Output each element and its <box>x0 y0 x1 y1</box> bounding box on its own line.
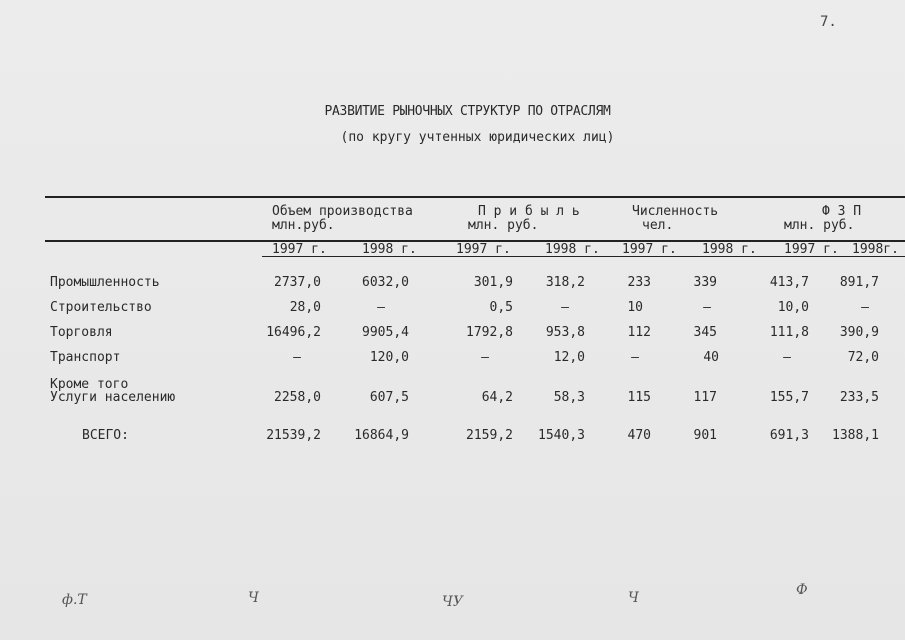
table-cell: 155,7 <box>769 390 809 405</box>
table-cell: 2737,0 <box>274 275 321 290</box>
table-cell: 1792,8 <box>466 325 513 340</box>
table-cell: 16864,9 <box>354 428 409 443</box>
table-cell: 16496,2 <box>266 325 321 340</box>
table-cell: – <box>703 300 711 315</box>
table-cell: 2159,2 <box>466 428 513 443</box>
year-header: 1997 г. <box>272 242 327 257</box>
table-cell: 470 <box>627 428 651 443</box>
row-label-total: ВСЕГО: <box>82 428 129 443</box>
table-cell: 953,8 <box>545 325 585 340</box>
year-header: 1997 г. <box>622 242 677 257</box>
row-label-prefix: Кроме того <box>50 377 129 392</box>
header-staff-line2: чел. <box>642 218 674 233</box>
table-cell: 28,0 <box>289 300 321 315</box>
table-cell: 10,0 <box>777 300 809 315</box>
year-header: 1998 г. <box>702 242 757 257</box>
header-profit-line2: млн. руб. <box>468 218 539 233</box>
year-header: 1998 г. <box>362 242 417 257</box>
table-cell: 117 <box>693 390 717 405</box>
handwritten-mark: Ч <box>628 590 639 606</box>
table-cell: – <box>293 350 301 365</box>
header-output-line2: млн.руб. <box>272 218 335 233</box>
header-output-line1: Объем производства <box>272 204 413 219</box>
table-cell: 0,5 <box>489 300 513 315</box>
year-header: 1998 г. <box>545 242 600 257</box>
table-cell: 112 <box>627 325 651 340</box>
header-profit-line1: П р и б ы л ь <box>478 204 580 219</box>
handwritten-mark: ЧУ <box>442 594 463 610</box>
row-label-services: Услуги населению <box>50 390 176 405</box>
table-cell: 339 <box>693 275 717 290</box>
table-cell: 6032,0 <box>362 275 409 290</box>
year-header: 1997 г. <box>784 242 839 257</box>
table-top-rule <box>45 196 905 198</box>
table-cell: 111,8 <box>769 325 809 340</box>
table-cell: 40 <box>703 350 719 365</box>
table-cell: 1540,3 <box>538 428 585 443</box>
table-cell: – <box>481 350 489 365</box>
table-cell: – <box>377 300 385 315</box>
table-cell: – <box>783 350 791 365</box>
table-cell: 120,0 <box>369 350 409 365</box>
table-cell: 413,7 <box>769 275 809 290</box>
table-cell: 21539,2 <box>266 428 321 443</box>
year-header: 1998г. <box>852 242 899 257</box>
document-title: РАЗВИТИЕ РЫНОЧНЫХ СТРУКТУР ПО ОТРАСЛЯМ <box>324 104 611 119</box>
header-payroll-line1: Ф З П <box>822 204 862 219</box>
table-cell: 2258,0 <box>274 390 321 405</box>
table-cell: 390,9 <box>839 325 879 340</box>
table-cell: 318,2 <box>545 275 585 290</box>
table-cell: 301,9 <box>473 275 513 290</box>
handwritten-mark: Ч <box>248 590 259 606</box>
table-cell: – <box>631 350 639 365</box>
row-label-trade: Торговля <box>50 325 113 340</box>
table-cell: 10 <box>627 300 643 315</box>
table-cell: – <box>561 300 569 315</box>
header-payroll-line2: млн. руб. <box>784 218 855 233</box>
table-cell: 1388,1 <box>832 428 879 443</box>
row-label-industry: Промышленность <box>50 275 160 290</box>
table-cell: 64,2 <box>481 390 513 405</box>
table-cell: 12,0 <box>553 350 585 365</box>
table-cell: 9905,4 <box>362 325 409 340</box>
table-cell: 607,5 <box>369 390 409 405</box>
handwritten-mark: ф.Т <box>62 592 87 608</box>
year-header: 1997 г. <box>456 242 511 257</box>
table-cell: – <box>861 300 869 315</box>
table-cell: 233,5 <box>839 390 879 405</box>
row-label-transport: Транспорт <box>50 350 121 365</box>
table-cell: 691,3 <box>769 428 809 443</box>
table-cell: 58,3 <box>553 390 585 405</box>
document-subtitle: (по кругу учтенных юридических лиц) <box>340 130 615 145</box>
page-number: 7. <box>820 14 837 30</box>
table-cell: 891,7 <box>839 275 879 290</box>
table-cell: 115 <box>627 390 651 405</box>
table-cell: 901 <box>693 428 717 443</box>
table-cell: 345 <box>693 325 717 340</box>
handwritten-mark: Ф <box>796 582 808 598</box>
table-cell: 233 <box>627 275 651 290</box>
header-staff-line1: Численность <box>632 204 719 219</box>
table-cell: 72,0 <box>847 350 879 365</box>
row-label-construction: Строительство <box>50 300 152 315</box>
